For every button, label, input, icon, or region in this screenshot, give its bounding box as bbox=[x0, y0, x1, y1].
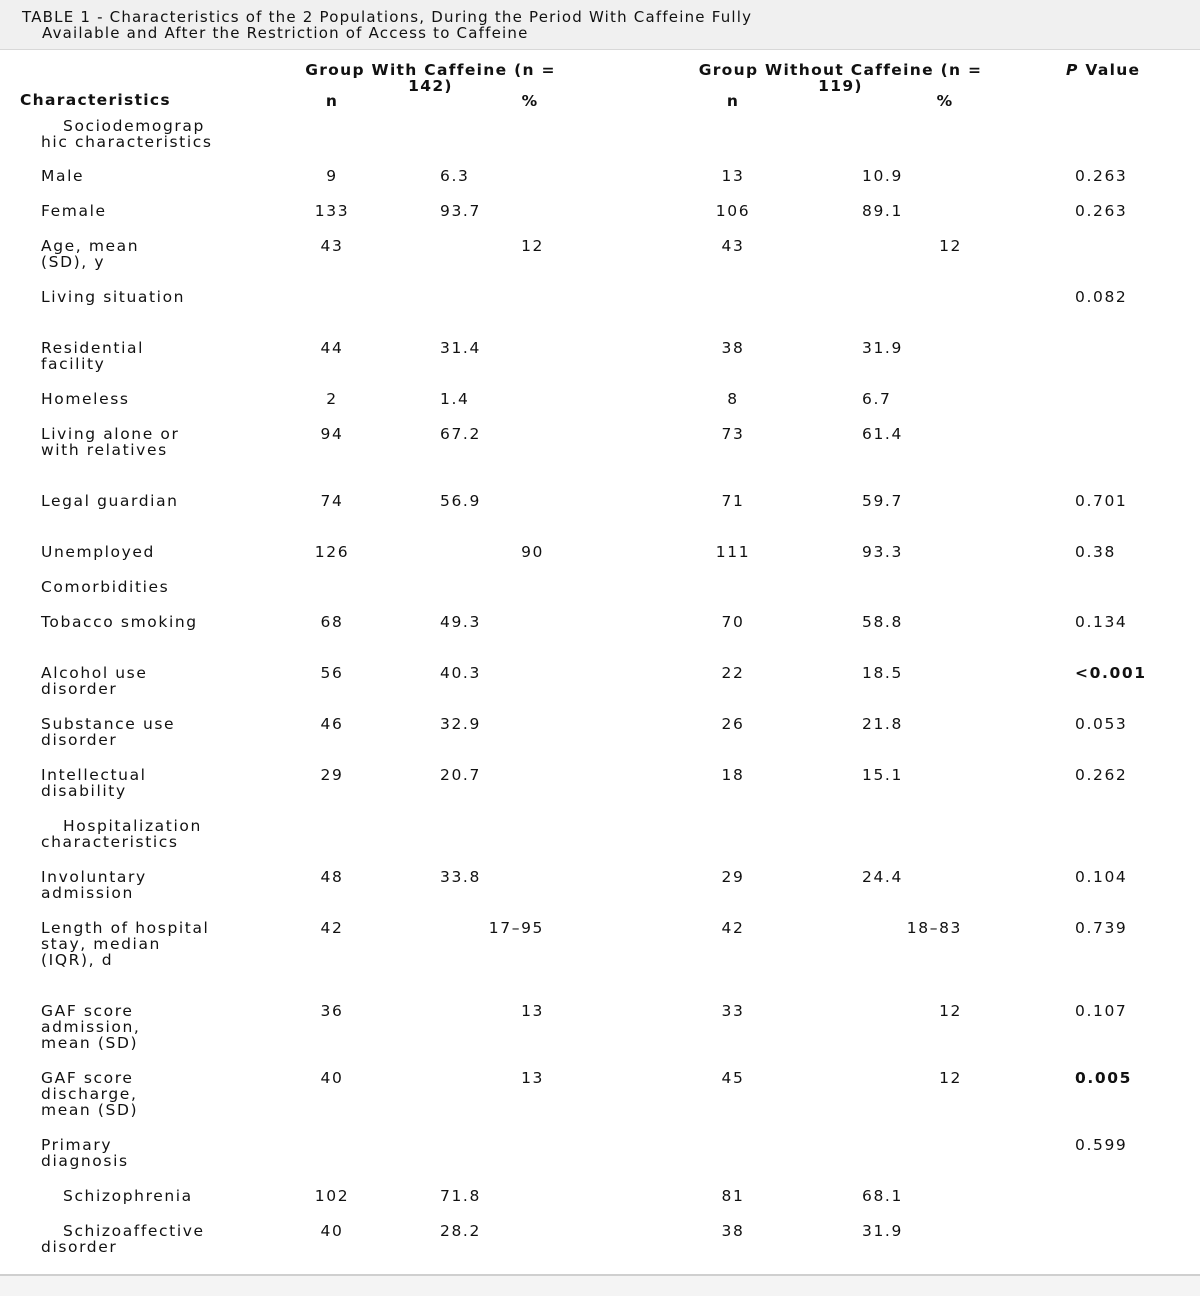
group1-pct-cell: 56.9 bbox=[440, 492, 481, 510]
table-footer-area bbox=[0, 1276, 1200, 1296]
row-label: Male bbox=[41, 167, 85, 185]
p-value-cell: 0.263 bbox=[1075, 167, 1128, 185]
group2-n-cell: 29 bbox=[721, 868, 745, 886]
row-label: Schizoaffective disorder bbox=[41, 1222, 205, 1256]
group2-pct-cell: 31.9 bbox=[862, 1222, 903, 1240]
p-value-cell: 0.134 bbox=[1075, 613, 1128, 631]
group2-pct-cell: 18–83 bbox=[906, 919, 962, 937]
group1-pct-cell: 71.8 bbox=[440, 1187, 481, 1205]
group1-n-cell: 40 bbox=[320, 1069, 344, 1087]
row-label: Tobacco smoking bbox=[41, 613, 198, 631]
group1-n-cell: 56 bbox=[320, 664, 344, 682]
row-label: Alcohol use disorder bbox=[41, 664, 148, 698]
group1-n-cell: 94 bbox=[320, 425, 344, 443]
header-characteristics: Characteristics bbox=[20, 91, 171, 109]
p-value-cell: 0.701 bbox=[1075, 492, 1128, 510]
header-pct-group1: % bbox=[521, 92, 539, 110]
row-label: Female bbox=[41, 202, 107, 220]
p-value-cell: 0.107 bbox=[1075, 1002, 1128, 1020]
row-label: Schizophrenia bbox=[63, 1188, 193, 1204]
group2-pct-cell: 21.8 bbox=[862, 715, 903, 733]
row-label: Length of hospital stay, median (IQR), d bbox=[41, 919, 210, 969]
group2-n-cell: 42 bbox=[721, 919, 745, 937]
group2-n-cell: 73 bbox=[721, 425, 745, 443]
group1-n-cell: 42 bbox=[320, 919, 344, 937]
p-value-cell: 0.739 bbox=[1075, 919, 1128, 937]
group2-n-cell: 106 bbox=[715, 202, 751, 220]
header-group-without-caffeine-line1: Group Without Caffeine (n = bbox=[698, 61, 983, 79]
group1-n-cell: 44 bbox=[320, 339, 344, 357]
row-label: Living alone or with relatives bbox=[41, 425, 180, 459]
group2-pct-cell: 61.4 bbox=[862, 425, 903, 443]
group1-n-cell: 102 bbox=[314, 1187, 350, 1205]
header-n-group2: n bbox=[726, 92, 740, 110]
group1-pct-cell: 31.4 bbox=[440, 339, 481, 357]
group2-n-cell: 111 bbox=[715, 543, 751, 561]
group1-n-cell: 46 bbox=[320, 715, 344, 733]
p-value-cell: 0.262 bbox=[1075, 766, 1128, 784]
row-label: Substance use disorder bbox=[41, 715, 176, 749]
group2-pct-cell: 59.7 bbox=[862, 492, 903, 510]
group2-pct-cell: 12 bbox=[939, 1069, 962, 1087]
group1-pct-cell: 20.7 bbox=[440, 766, 481, 784]
group2-n-cell: 33 bbox=[721, 1002, 745, 1020]
row-label: Legal guardian bbox=[41, 492, 179, 510]
header-pct-group2: % bbox=[936, 92, 954, 110]
group1-n-cell: 36 bbox=[320, 1002, 344, 1020]
caption-line-1: TABLE 1 - Characteristics of the 2 Populations, During the Period With Caffeine Fully bbox=[22, 8, 753, 26]
group2-n-cell: 22 bbox=[721, 664, 745, 682]
group1-pct-cell: 17–95 bbox=[488, 919, 544, 937]
group2-pct-cell: 58.8 bbox=[862, 613, 903, 631]
group2-n-cell: 26 bbox=[721, 715, 745, 733]
group1-n-cell: 133 bbox=[314, 202, 350, 220]
group1-n-cell: 40 bbox=[320, 1222, 344, 1240]
row-label: GAF score admission, mean (SD) bbox=[41, 1002, 141, 1052]
header-group-without-caffeine bbox=[648, 62, 1033, 94]
group1-n-cell: 43 bbox=[320, 237, 344, 255]
row-label: Unemployed bbox=[41, 543, 155, 561]
group1-n-cell: 29 bbox=[320, 766, 344, 784]
group1-pct-cell: 13 bbox=[521, 1069, 544, 1087]
p-value-cell: 0.053 bbox=[1075, 715, 1128, 733]
group2-pct-cell: 18.5 bbox=[862, 664, 903, 682]
header-group-with-caffeine bbox=[258, 62, 603, 94]
group1-pct-cell: 93.7 bbox=[440, 202, 481, 220]
row-label: GAF score discharge, mean (SD) bbox=[41, 1069, 139, 1119]
group2-pct-cell: 89.1 bbox=[862, 202, 903, 220]
group1-n-cell: 74 bbox=[320, 492, 344, 510]
p-value-cell: 0.005 bbox=[1075, 1069, 1133, 1087]
p-value-cell: 0.082 bbox=[1075, 288, 1128, 306]
group2-pct-cell: 6.7 bbox=[862, 390, 892, 408]
row-label: Involuntary admission bbox=[41, 868, 147, 902]
group2-n-cell: 8 bbox=[727, 390, 739, 408]
row-label: Intellectual disability bbox=[41, 766, 147, 800]
row-label: Age, mean (SD), y bbox=[41, 237, 140, 271]
group2-n-cell: 38 bbox=[721, 339, 745, 357]
group2-n-cell: 13 bbox=[721, 167, 745, 185]
row-label: Residential facility bbox=[41, 339, 144, 373]
group2-n-cell: 45 bbox=[721, 1069, 745, 1087]
group1-pct-cell: 90 bbox=[521, 543, 544, 561]
row-label: Primary diagnosis bbox=[41, 1136, 129, 1170]
header-p-value-rest: Value bbox=[1078, 61, 1141, 79]
group1-pct-cell: 67.2 bbox=[440, 425, 481, 443]
group1-n-cell: 2 bbox=[326, 390, 338, 408]
group2-n-cell: 70 bbox=[721, 613, 745, 631]
group2-n-cell: 71 bbox=[721, 492, 745, 510]
header-group-with-caffeine-line1: Group With Caffeine (n = bbox=[305, 61, 556, 79]
group2-pct-cell: 12 bbox=[939, 1002, 962, 1020]
row-label: Hospitalization characteristics bbox=[41, 818, 202, 850]
table-caption bbox=[0, 0, 1200, 50]
p-value-cell: 0.104 bbox=[1075, 868, 1128, 886]
group1-pct-cell: 40.3 bbox=[440, 664, 481, 682]
group2-n-cell: 81 bbox=[721, 1187, 745, 1205]
group1-pct-cell: 1.4 bbox=[440, 390, 470, 408]
group1-n-cell: 126 bbox=[314, 543, 350, 561]
p-value-cell: 0.599 bbox=[1075, 1136, 1128, 1154]
group1-n-cell: 9 bbox=[326, 167, 338, 185]
group2-n-cell: 38 bbox=[721, 1222, 745, 1240]
header-p-value bbox=[1066, 62, 1140, 78]
group2-pct-cell: 93.3 bbox=[862, 543, 903, 561]
group1-pct-cell: 33.8 bbox=[440, 868, 481, 886]
p-value-cell: <0.001 bbox=[1075, 664, 1147, 682]
group1-pct-cell: 13 bbox=[521, 1002, 544, 1020]
group1-pct-cell: 28.2 bbox=[440, 1222, 481, 1240]
row-label: Living situation bbox=[41, 288, 186, 306]
group2-pct-cell: 31.9 bbox=[862, 339, 903, 357]
group1-pct-cell: 12 bbox=[521, 237, 544, 255]
group1-pct-cell: 32.9 bbox=[440, 715, 481, 733]
caption-line-2: Available and After the Restriction of Access to Caffeine bbox=[42, 24, 529, 42]
group2-n-cell: 43 bbox=[721, 237, 745, 255]
p-value-cell: 0.38 bbox=[1075, 543, 1116, 561]
group1-n-cell: 68 bbox=[320, 613, 344, 631]
group1-pct-cell: 49.3 bbox=[440, 613, 481, 631]
group2-n-cell: 18 bbox=[721, 766, 745, 784]
group1-n-cell: 48 bbox=[320, 868, 344, 886]
header-n-group1: n bbox=[325, 92, 339, 110]
row-label: Comorbidities bbox=[41, 578, 170, 596]
group2-pct-cell: 68.1 bbox=[862, 1187, 903, 1205]
header-p-value-italic: P bbox=[1066, 61, 1079, 79]
group1-pct-cell: 6.3 bbox=[440, 167, 470, 185]
header-group-with-caffeine-line2: 142) bbox=[408, 77, 453, 95]
row-label: Sociodemographic characteristics bbox=[41, 118, 213, 150]
group2-pct-cell: 12 bbox=[939, 237, 962, 255]
group2-pct-cell: 15.1 bbox=[862, 766, 903, 784]
p-value-cell: 0.263 bbox=[1075, 202, 1128, 220]
group2-pct-cell: 24.4 bbox=[862, 868, 903, 886]
row-label: Homeless bbox=[41, 390, 130, 408]
header-group-without-caffeine-line2: 119) bbox=[818, 77, 863, 95]
group2-pct-cell: 10.9 bbox=[862, 167, 903, 185]
